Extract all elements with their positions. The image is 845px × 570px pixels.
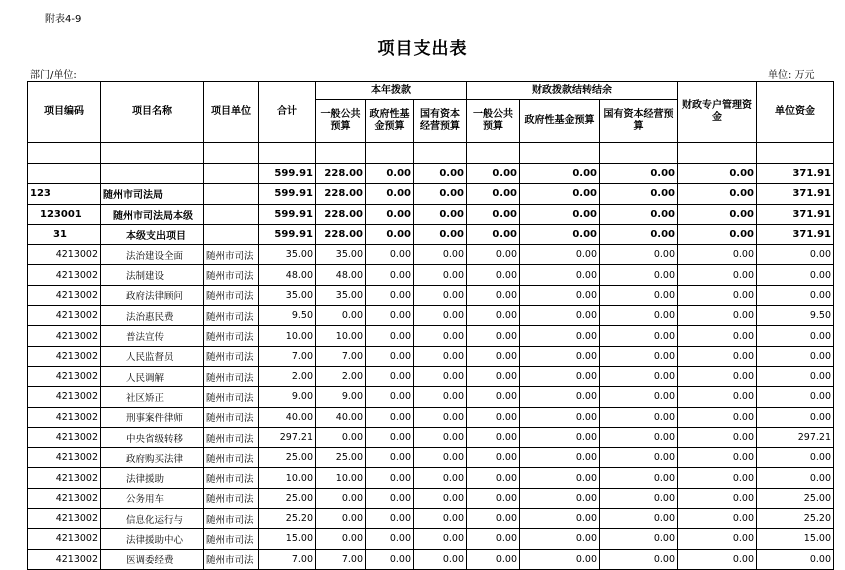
header-own-funds: 单位资金 [757, 82, 834, 143]
row-own: 0.00 [757, 265, 834, 285]
row-code: 4213002 [28, 448, 101, 468]
row-name: 中央省级转移 [101, 427, 204, 447]
row-carry-general: 0.00 [467, 468, 520, 488]
row-carry-state: 0.00 [600, 285, 678, 305]
row-carry-state: 0.00 [600, 529, 678, 549]
row-name: 普法宣传 [101, 326, 204, 346]
row-name: 法制建设 [101, 265, 204, 285]
row-name: 随州市司法局 [101, 184, 204, 204]
row-special: 0.00 [678, 549, 757, 569]
row-general-public: 25.00 [316, 448, 366, 468]
row-total: 10.00 [259, 326, 316, 346]
row-code: 4213002 [28, 346, 101, 366]
row-gov-fund: 0.00 [366, 245, 414, 265]
row-own: 0.00 [757, 407, 834, 427]
row-special: 0.00 [678, 529, 757, 549]
table-row [28, 346, 834, 366]
row-carry-state: 0.00 [600, 245, 678, 265]
row-total: 2.00 [259, 366, 316, 386]
attachment-label: 附表4-9 [45, 14, 82, 25]
table-row [28, 407, 834, 427]
row-code: 4213002 [28, 265, 101, 285]
row-own: 297.21 [757, 427, 834, 447]
blank-row [28, 143, 834, 164]
row-general-public: 35.00 [316, 285, 366, 305]
table-row [28, 184, 834, 204]
row-name: 信息化运行与 [101, 509, 204, 529]
row-total: 48.00 [259, 265, 316, 285]
row-general-public: 228.00 [316, 184, 366, 204]
row-name: 刑事案件律师 [101, 407, 204, 427]
row-name: 本级支出项目 [101, 224, 204, 244]
row-general-public: 40.00 [316, 407, 366, 427]
row-state-capital: 0.00 [414, 184, 467, 204]
row-own: 0.00 [757, 549, 834, 569]
row-code: 4213002 [28, 468, 101, 488]
header-name: 项目名称 [101, 82, 204, 143]
row-carry-fund: 0.00 [520, 306, 600, 326]
row-general-public: 2.00 [316, 366, 366, 386]
row-special: 0.00 [678, 509, 757, 529]
row-carry-state: 0.00 [600, 387, 678, 407]
header-gov-fund: 政府性基金预算 [366, 100, 414, 143]
row-code: 4213002 [28, 285, 101, 305]
row-total: 7.00 [259, 346, 316, 366]
row-own: 0.00 [757, 326, 834, 346]
row-state-capital: 0.00 [414, 326, 467, 346]
row-carry-general: 0.00 [467, 448, 520, 468]
table-row [28, 529, 834, 549]
row-general-public: 0.00 [316, 529, 366, 549]
row-carry-general: 0.00 [467, 366, 520, 386]
row-special: 0.00 [678, 164, 757, 184]
row-special: 0.00 [678, 204, 757, 224]
table-row [28, 265, 834, 285]
row-name: 政府购买法律 [101, 448, 204, 468]
row-unit: 随州市司法 [204, 488, 259, 508]
row-state-capital: 0.00 [414, 204, 467, 224]
row-carry-fund: 0.00 [520, 448, 600, 468]
row-total: 9.50 [259, 306, 316, 326]
row-own: 15.00 [757, 529, 834, 549]
row-state-capital: 0.00 [414, 224, 467, 244]
row-gov-fund: 0.00 [366, 427, 414, 447]
row-carry-fund: 0.00 [520, 326, 600, 346]
row-state-capital: 0.00 [414, 285, 467, 305]
row-general-public: 10.00 [316, 468, 366, 488]
row-unit: 随州市司法 [204, 468, 259, 488]
row-carry-general: 0.00 [467, 164, 520, 184]
table-row [28, 488, 834, 508]
row-carry-fund: 0.00 [520, 427, 600, 447]
table-row [28, 549, 834, 569]
header-carry-general: 一般公共预算 [467, 100, 520, 143]
row-carry-fund: 0.00 [520, 224, 600, 244]
row-gov-fund: 0.00 [366, 387, 414, 407]
row-code: 4213002 [28, 387, 101, 407]
row-state-capital: 0.00 [414, 407, 467, 427]
row-name: 医调委经费 [101, 549, 204, 569]
row-own: 0.00 [757, 285, 834, 305]
row-gov-fund: 0.00 [366, 326, 414, 346]
row-carry-state: 0.00 [600, 488, 678, 508]
row-state-capital: 0.00 [414, 164, 467, 184]
row-carry-state: 0.00 [600, 366, 678, 386]
row-own: 371.91 [757, 224, 834, 244]
row-unit: 随州市司法 [204, 529, 259, 549]
header-total: 合计 [259, 82, 316, 143]
row-own: 25.20 [757, 509, 834, 529]
row-special: 0.00 [678, 468, 757, 488]
row-carry-state: 0.00 [600, 164, 678, 184]
row-name: 法治惠民费 [101, 306, 204, 326]
row-carry-general: 0.00 [467, 245, 520, 265]
row-gov-fund: 0.00 [366, 306, 414, 326]
row-general-public: 10.00 [316, 326, 366, 346]
row-own: 0.00 [757, 468, 834, 488]
row-total: 25.20 [259, 509, 316, 529]
row-special: 0.00 [678, 448, 757, 468]
row-carry-general: 0.00 [467, 184, 520, 204]
row-unit [204, 184, 259, 204]
table-row [28, 468, 834, 488]
row-special: 0.00 [678, 488, 757, 508]
row-code [28, 164, 101, 184]
row-carry-fund: 0.00 [520, 285, 600, 305]
row-state-capital: 0.00 [414, 265, 467, 285]
row-carry-state: 0.00 [600, 509, 678, 529]
row-carry-general: 0.00 [467, 387, 520, 407]
row-own: 0.00 [757, 245, 834, 265]
row-total: 35.00 [259, 245, 316, 265]
row-code: 123 [28, 184, 101, 204]
row-general-public: 48.00 [316, 265, 366, 285]
row-name: 人民监督员 [101, 346, 204, 366]
row-gov-fund: 0.00 [366, 549, 414, 569]
row-general-public: 35.00 [316, 245, 366, 265]
row-special: 0.00 [678, 265, 757, 285]
row-carry-state: 0.00 [600, 427, 678, 447]
row-name [101, 164, 204, 184]
row-state-capital: 0.00 [414, 549, 467, 569]
row-carry-fund: 0.00 [520, 265, 600, 285]
row-carry-state: 0.00 [600, 448, 678, 468]
table-row [28, 448, 834, 468]
row-unit [204, 224, 259, 244]
row-gov-fund: 0.00 [366, 285, 414, 305]
row-own: 371.91 [757, 184, 834, 204]
row-unit: 随州市司法 [204, 306, 259, 326]
row-name: 随州市司法局本级 [101, 204, 204, 224]
table-row [28, 285, 834, 305]
table-row [28, 306, 834, 326]
row-carry-fund: 0.00 [520, 529, 600, 549]
row-unit: 随州市司法 [204, 285, 259, 305]
row-own: 25.00 [757, 488, 834, 508]
row-state-capital: 0.00 [414, 488, 467, 508]
row-code: 4213002 [28, 366, 101, 386]
row-own: 371.91 [757, 164, 834, 184]
row-gov-fund: 0.00 [366, 509, 414, 529]
row-name: 政府法律顾问 [101, 285, 204, 305]
row-total: 9.00 [259, 387, 316, 407]
row-special: 0.00 [678, 407, 757, 427]
row-unit: 随州市司法 [204, 366, 259, 386]
row-carry-general: 0.00 [467, 285, 520, 305]
row-name: 法律援助 [101, 468, 204, 488]
row-special: 0.00 [678, 326, 757, 346]
table-row [28, 204, 834, 224]
row-gov-fund: 0.00 [366, 366, 414, 386]
row-code: 4213002 [28, 529, 101, 549]
row-total: 599.91 [259, 184, 316, 204]
row-carry-general: 0.00 [467, 529, 520, 549]
row-own: 0.00 [757, 387, 834, 407]
row-carry-state: 0.00 [600, 549, 678, 569]
row-total: 15.00 [259, 529, 316, 549]
row-carry-fund: 0.00 [520, 184, 600, 204]
row-state-capital: 0.00 [414, 306, 467, 326]
row-state-capital: 0.00 [414, 529, 467, 549]
row-carry-general: 0.00 [467, 509, 520, 529]
row-gov-fund: 0.00 [366, 164, 414, 184]
row-carry-fund: 0.00 [520, 346, 600, 366]
row-total: 7.00 [259, 549, 316, 569]
row-unit: 随州市司法 [204, 346, 259, 366]
row-carry-state: 0.00 [600, 326, 678, 346]
row-unit: 随州市司法 [204, 427, 259, 447]
row-carry-fund: 0.00 [520, 509, 600, 529]
table-row [28, 164, 834, 184]
header-carry-state: 国有资本经营预算 [600, 100, 678, 143]
row-carry-fund: 0.00 [520, 488, 600, 508]
row-special: 0.00 [678, 224, 757, 244]
row-carry-general: 0.00 [467, 326, 520, 346]
table-row [28, 427, 834, 447]
row-total: 599.91 [259, 224, 316, 244]
row-gov-fund: 0.00 [366, 407, 414, 427]
row-carry-fund: 0.00 [520, 549, 600, 569]
page-title: 项目支出表 [377, 39, 468, 59]
row-carry-general: 0.00 [467, 265, 520, 285]
row-carry-general: 0.00 [467, 427, 520, 447]
row-carry-fund: 0.00 [520, 366, 600, 386]
row-own: 9.50 [757, 306, 834, 326]
row-gov-fund: 0.00 [366, 488, 414, 508]
row-unit: 随州市司法 [204, 326, 259, 346]
row-own: 0.00 [757, 366, 834, 386]
row-gov-fund: 0.00 [366, 184, 414, 204]
row-carry-state: 0.00 [600, 184, 678, 204]
row-state-capital: 0.00 [414, 448, 467, 468]
row-total: 35.00 [259, 285, 316, 305]
row-total: 40.00 [259, 407, 316, 427]
row-own: 0.00 [757, 448, 834, 468]
row-carry-general: 0.00 [467, 306, 520, 326]
table-row [28, 326, 834, 346]
row-code: 31 [28, 224, 101, 244]
row-code: 4213002 [28, 488, 101, 508]
row-unit: 随州市司法 [204, 245, 259, 265]
row-name: 法治建设全面 [101, 245, 204, 265]
row-gov-fund: 0.00 [366, 468, 414, 488]
row-carry-general: 0.00 [467, 488, 520, 508]
row-special: 0.00 [678, 346, 757, 366]
row-carry-general: 0.00 [467, 549, 520, 569]
row-state-capital: 0.00 [414, 427, 467, 447]
row-own: 0.00 [757, 346, 834, 366]
row-unit: 随州市司法 [204, 407, 259, 427]
header-code: 项目编码 [28, 82, 101, 143]
row-code: 4213002 [28, 549, 101, 569]
row-unit: 随州市司法 [204, 265, 259, 285]
row-code: 4213002 [28, 306, 101, 326]
row-state-capital: 0.00 [414, 468, 467, 488]
row-state-capital: 0.00 [414, 366, 467, 386]
row-total: 25.00 [259, 448, 316, 468]
row-general-public: 0.00 [316, 509, 366, 529]
row-total: 599.91 [259, 164, 316, 184]
row-general-public: 228.00 [316, 204, 366, 224]
row-gov-fund: 0.00 [366, 224, 414, 244]
header-special-account: 财政专户管理资金 [678, 82, 757, 143]
row-general-public: 228.00 [316, 164, 366, 184]
header-unit: 项目单位 [204, 82, 259, 143]
row-special: 0.00 [678, 245, 757, 265]
header-general-public: 一般公共预算 [316, 100, 366, 143]
row-special: 0.00 [678, 427, 757, 447]
row-code: 4213002 [28, 245, 101, 265]
row-unit: 随州市司法 [204, 549, 259, 569]
row-gov-fund: 0.00 [366, 448, 414, 468]
row-code: 4213002 [28, 509, 101, 529]
row-carry-state: 0.00 [600, 204, 678, 224]
table-row [28, 245, 834, 265]
row-total: 25.00 [259, 488, 316, 508]
row-name: 社区矫正 [101, 387, 204, 407]
row-carry-general: 0.00 [467, 224, 520, 244]
row-carry-fund: 0.00 [520, 204, 600, 224]
row-general-public: 228.00 [316, 224, 366, 244]
row-carry-state: 0.00 [600, 224, 678, 244]
row-state-capital: 0.00 [414, 387, 467, 407]
row-general-public: 0.00 [316, 427, 366, 447]
row-gov-fund: 0.00 [366, 529, 414, 549]
header-carryover: 财政拨款结转结余 [467, 82, 678, 100]
row-unit: 随州市司法 [204, 387, 259, 407]
row-unit [204, 164, 259, 184]
row-carry-general: 0.00 [467, 346, 520, 366]
row-general-public: 0.00 [316, 306, 366, 326]
row-carry-state: 0.00 [600, 306, 678, 326]
row-special: 0.00 [678, 306, 757, 326]
row-state-capital: 0.00 [414, 245, 467, 265]
row-state-capital: 0.00 [414, 509, 467, 529]
table-row [28, 366, 834, 386]
row-total: 297.21 [259, 427, 316, 447]
table-row [28, 509, 834, 529]
row-general-public: 7.00 [316, 346, 366, 366]
table-row [28, 224, 834, 244]
row-code: 4213002 [28, 407, 101, 427]
row-carry-general: 0.00 [467, 407, 520, 427]
row-state-capital: 0.00 [414, 346, 467, 366]
unit-label: 单位: 万元 [768, 70, 815, 81]
row-carry-state: 0.00 [600, 346, 678, 366]
row-name: 人民调解 [101, 366, 204, 386]
row-code: 4213002 [28, 326, 101, 346]
row-unit [204, 204, 259, 224]
row-code: 123001 [28, 204, 101, 224]
row-code: 4213002 [28, 427, 101, 447]
row-unit: 随州市司法 [204, 448, 259, 468]
row-carry-state: 0.00 [600, 468, 678, 488]
row-carry-state: 0.00 [600, 407, 678, 427]
row-carry-fund: 0.00 [520, 387, 600, 407]
project-expenditure-table [27, 81, 834, 570]
row-special: 0.00 [678, 387, 757, 407]
row-unit: 随州市司法 [204, 509, 259, 529]
row-gov-fund: 0.00 [366, 346, 414, 366]
row-total: 10.00 [259, 468, 316, 488]
row-carry-state: 0.00 [600, 265, 678, 285]
row-special: 0.00 [678, 285, 757, 305]
department-label: 部门/单位: [30, 70, 77, 81]
row-carry-fund: 0.00 [520, 407, 600, 427]
table-row [28, 387, 834, 407]
row-general-public: 9.00 [316, 387, 366, 407]
row-special: 0.00 [678, 184, 757, 204]
row-carry-fund: 0.00 [520, 468, 600, 488]
row-gov-fund: 0.00 [366, 204, 414, 224]
row-general-public: 7.00 [316, 549, 366, 569]
row-general-public: 0.00 [316, 488, 366, 508]
header-current-year: 本年拨款 [316, 82, 467, 100]
header-state-capital: 国有资本经营预算 [414, 100, 467, 143]
row-own: 371.91 [757, 204, 834, 224]
row-gov-fund: 0.00 [366, 265, 414, 285]
row-total: 599.91 [259, 204, 316, 224]
row-name: 公务用车 [101, 488, 204, 508]
row-name: 法律援助中心 [101, 529, 204, 549]
row-carry-fund: 0.00 [520, 164, 600, 184]
row-special: 0.00 [678, 366, 757, 386]
header-carry-fund: 政府性基金预算 [520, 100, 600, 143]
row-carry-fund: 0.00 [520, 245, 600, 265]
row-carry-general: 0.00 [467, 204, 520, 224]
